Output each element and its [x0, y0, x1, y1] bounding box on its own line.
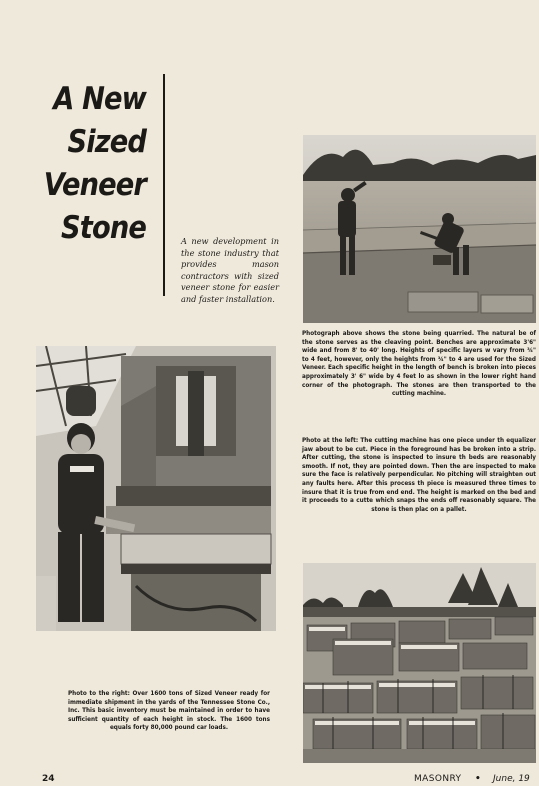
footer-separator: • — [475, 774, 481, 784]
headline-line: A New — [53, 81, 146, 117]
headline-line: Sized — [67, 124, 146, 160]
issue-date: June, 19 — [493, 774, 530, 784]
article-headline — [35, 78, 146, 250]
quarry-caption: Photograph above shows the stone being quarried. The natural be of the stone serves as the cleaving point. Benches are approximate 3'6" wide and from 8' to 40' long. Heights of specific layers w vary from ¾" to 4 feet, however, only the heights from ¾" to 4 are used for the Sized Veneer. Each specific height in the length of bench is broken into pieces approximately 3' 6" wide by 4 feet lo as shown in the lower right hand corner of the photograph. The stones are then transported to the cutting machine. — [302, 331, 536, 398]
magazine-name: MASONRY — [414, 774, 462, 784]
stone-yard-caption: Photo to the right: Over 1600 tons of Sized Veneer ready for immediate shipment in the yards of the Tennessee Stone Co., Inc. This basic inventory must be maintained in order to have sufficient quantity of each height in stock. The 1600 tons equals forty 80,000 pound car loads. — [68, 691, 270, 732]
page-number: 24 — [42, 774, 55, 784]
cutting-machine-caption: Photo at the left: The cutting machine has one piece under th equalizer jaw about to be cut. Piece in the foreground has be broken into a strip. After cutting, the stone is inspected to insure th beds are reasonably smooth. If not, they are pointed down. Then the are inspected to make sure the face is relatively perpendicular. No pitching will straighten out any faults here. After this process th piece is measured three times to insure that it is true from end end. The height is marked on the bed and it proceeds to a cutte which snaps the ends off reasonably square. The stone is then plac on a pallet. — [302, 438, 536, 513]
headline-line: Veneer — [43, 167, 146, 203]
quarry-photo — [303, 135, 536, 323]
stone-yard-photo — [303, 563, 536, 763]
cutting-machine-photo — [36, 346, 276, 631]
vertical-rule — [163, 74, 165, 296]
article-dek: A new development in the stone industry that provides mason contractors with sized veneer stone for easier and faster installation. — [181, 236, 279, 304]
headline-line: Stone — [61, 210, 146, 246]
